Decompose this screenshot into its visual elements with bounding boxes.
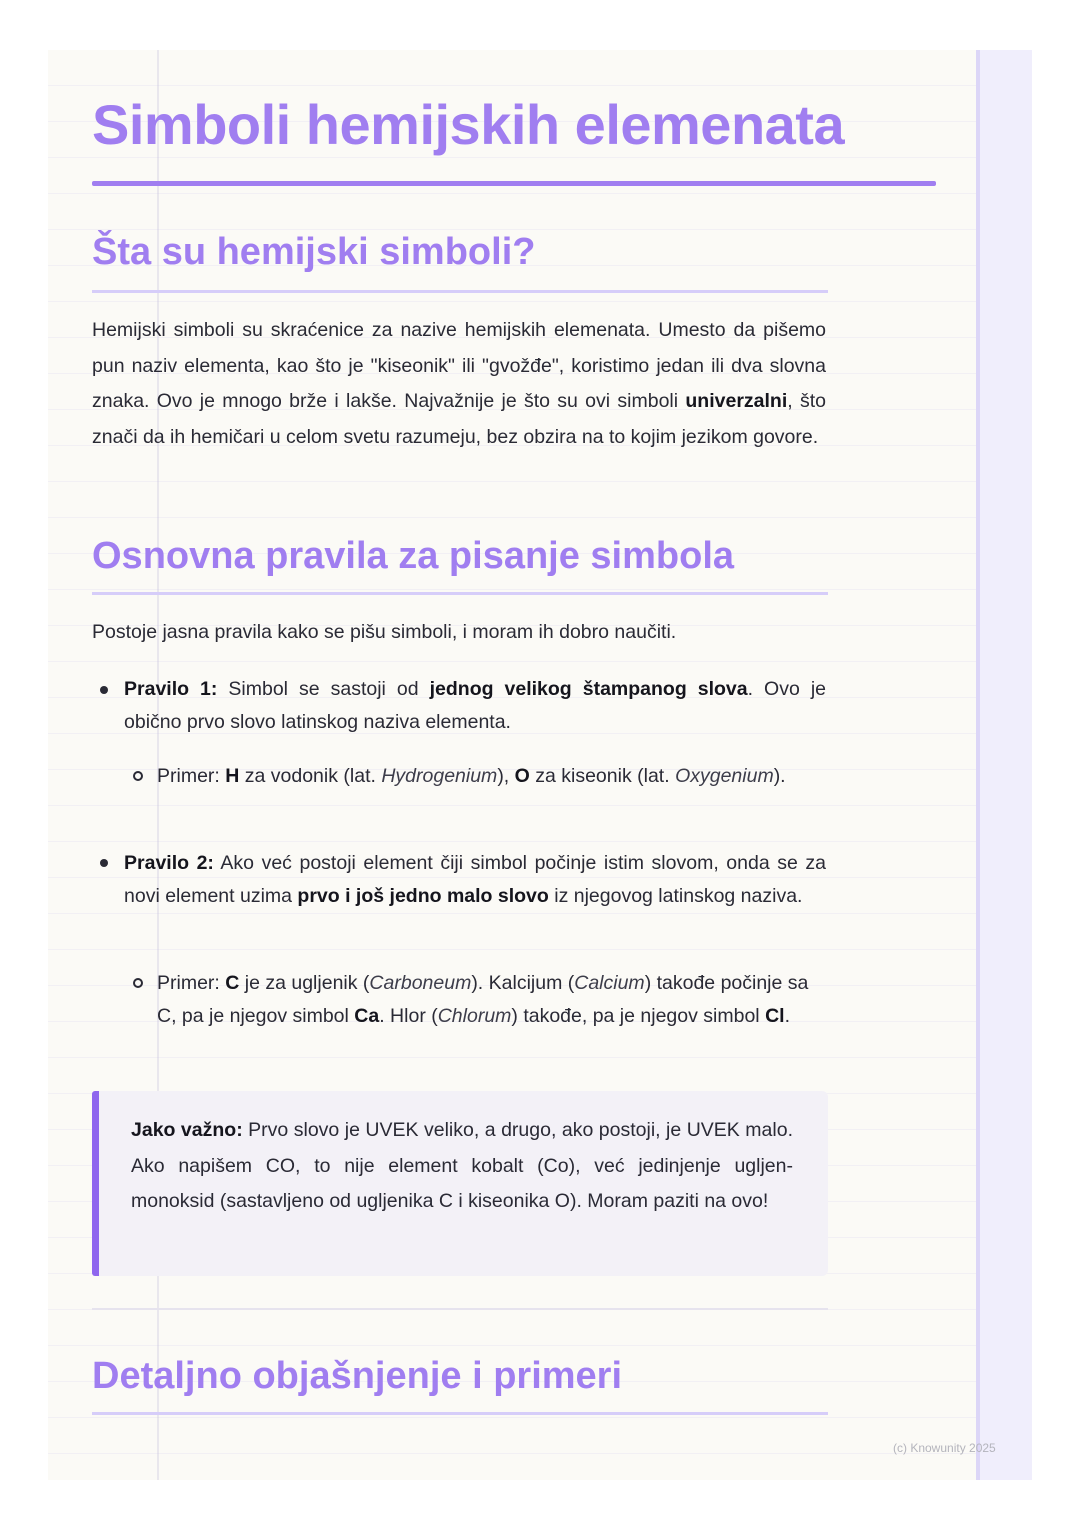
example-text: je za ugljenik ( [239, 972, 370, 994]
intro-text-b: , što znači da ih hemičari u celom svetu razumeju, bez obzira na to kojim jezikom govore. [92, 390, 826, 448]
example-text: ) takođe, pa je njegov simbol [511, 1005, 766, 1027]
callout-body: Prvo slovo je UVEK veliko, a drugo, ako postoji, je UVEK malo. Ako napišem CO, to nije element kobalt (Co), već jedinjenje ugljen-monoksid (sastavljeno od ugljenika C i kiseonika O). Moram paziti na ovo! [131, 1119, 793, 1212]
rule-1 [124, 673, 826, 739]
example-text: . Hlor ( [379, 1005, 438, 1027]
rule-1-example [157, 760, 826, 793]
page-edge-line [976, 50, 980, 1480]
bullet-dot [100, 859, 108, 867]
section-underline-details [92, 1412, 828, 1415]
bullet-dot [100, 686, 108, 694]
rule-2-label: Pravilo 2: [124, 852, 214, 874]
section-underline-intro [92, 290, 828, 293]
symbol-ca: Ca [354, 1005, 380, 1027]
symbol-h: H [225, 765, 240, 787]
rule-1-text-b: . Ovo je obično prvo slovo latinskog naziva elementa. [124, 678, 827, 733]
rule-2-example [157, 967, 826, 1033]
latin-hydrogenium: Hydrogenium [381, 765, 498, 787]
example-prefix: Primer: [157, 972, 226, 994]
page-title: Simboli hemijskih elemenata [92, 93, 845, 156]
rule-1-bold: jednog velikog štampanog slova [429, 678, 748, 700]
example-text: ), [497, 765, 515, 787]
rule-2 [124, 847, 826, 913]
title-underline [92, 181, 936, 186]
example-prefix: Primer: [157, 765, 226, 787]
example-text: ). Kalcijum ( [471, 972, 575, 994]
callout-label: Jako važno: [131, 1119, 243, 1141]
example-text: . [784, 1005, 790, 1027]
example-text: za kiseonik (lat. [529, 765, 676, 787]
latin-carboneum: Carboneum [369, 972, 472, 994]
rule-2-text-a: Ako već postoji element čiji simbol počinje istim slovom, onda se za novi element uzima [124, 852, 826, 907]
sub-bullet-dot [133, 771, 143, 781]
latin-chlorum: Chlorum [437, 1005, 512, 1027]
section-heading-details: Detaljno objašnjenje i primeri [92, 1355, 623, 1397]
example-text: ). [773, 765, 786, 787]
latin-calcium: Calcium [574, 972, 645, 994]
intro-paragraph [92, 313, 826, 455]
latin-oxygenium: Oxygenium [675, 765, 774, 787]
section-underline-rules [92, 592, 828, 595]
page-edge-band [976, 50, 1032, 1480]
sub-bullet-dot [133, 978, 143, 988]
section-divider [92, 1308, 828, 1310]
rule-2-text-b: iz njegovog latinskog naziva. [548, 885, 803, 907]
callout-text [131, 1113, 793, 1220]
copyright-footer: (c) Knowunity 2025 [893, 1441, 996, 1455]
intro-text-a: Hemijski simboli su skraćenice za nazive hemijskih elemenata. Umesto da pišemo pun naziv elementa, kao što je "kiseonik" ili "gvožđe", koristimo jedan ili dva slovna znaka. Ovo je mnogo brže i lakše. Najvažnije je što su ovi simboli [92, 319, 826, 412]
section-heading-rules: Osnovna pravila za pisanje simbola [92, 535, 735, 577]
symbol-o: O [514, 765, 530, 787]
rule-1-text-a: Simbol se sastoji od [217, 678, 430, 700]
symbol-cl: Cl [765, 1005, 785, 1027]
rule-2-bold: prvo i još jedno malo slovo [297, 885, 549, 907]
example-text: ) takođe počinje sa C, pa je njegov simbol [157, 972, 809, 1027]
rule-1-label: Pravilo 1: [124, 678, 218, 700]
section-heading-intro: Šta su hemijski simboli? [92, 231, 536, 273]
symbol-c: C [225, 972, 240, 994]
example-text: za vodonik (lat. [239, 765, 382, 787]
callout-accent-bar [92, 1091, 99, 1276]
intro-bold: univerzalni [685, 390, 788, 412]
rules-intro: Postoje jasna pravila kako se pišu simboli, i moram ih dobro naučiti. [92, 621, 677, 643]
